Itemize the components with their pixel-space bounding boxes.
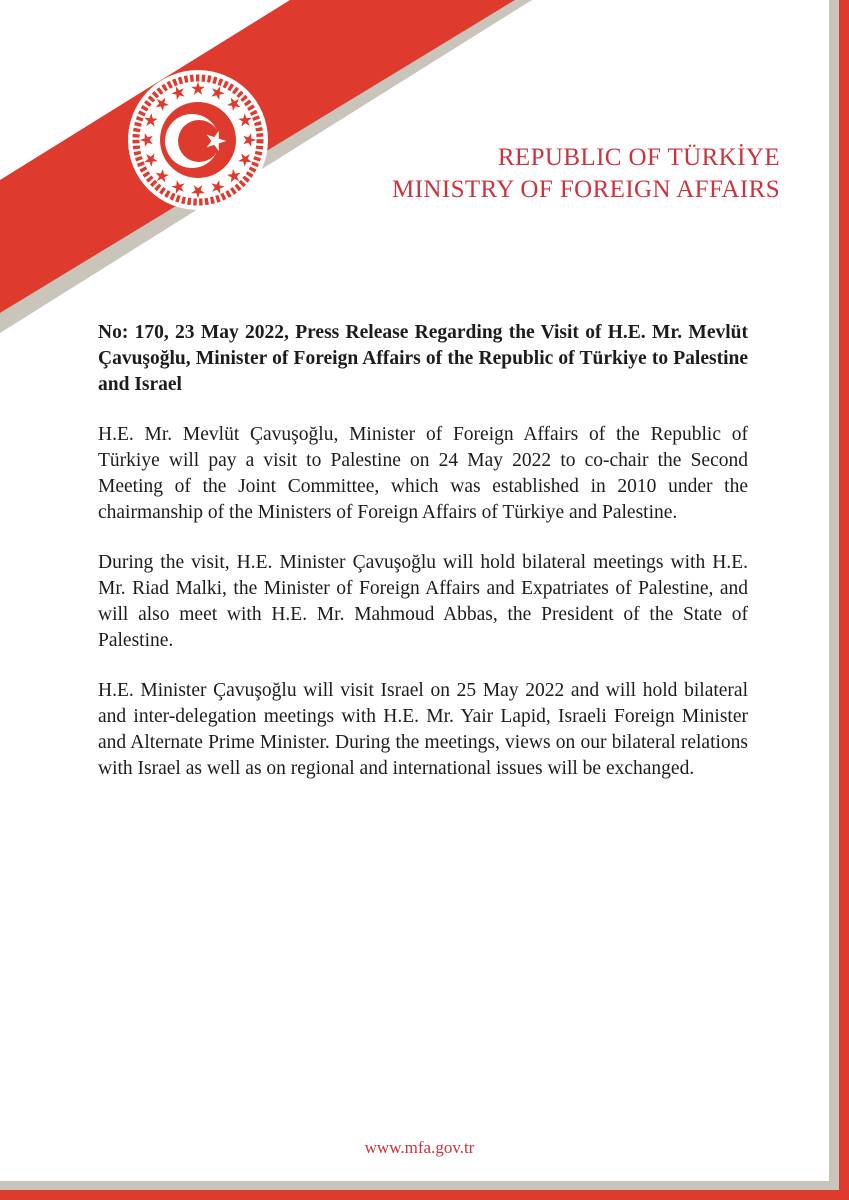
press-release-paragraph-3: H.E. Minister Çavuşoğlu will visit Israel on 25 May 2022 and will hold bilateral and inter-delegation meetings with H.E. Mr. Yair Lapid, Israeli Foreign Minister and Alternate Prime Minister. During the meetings, views on our bilateral relations with Israel as well as on regional and international issues will be exchanged.: [98, 680, 748, 779]
right-border-gray-strip: [829, 0, 839, 1190]
footer-website-link[interactable]: www.mfa.gov.tr: [364, 1138, 475, 1157]
press-release-paragraph-1: H.E. Mr. Mevlüt Çavuşoğlu, Minister of Foreign Affairs of the Republic of Türkiye will pay a visit to Palestine on 24 May 2022 to co-chair the Second Meeting of the Joint Committee, which was established in 2010 under the chairmanship of the Ministers of Foreign Affairs of Türkiye and Palestine.: [98, 424, 748, 523]
press-release-paragraph-2: During the visit, H.E. Minister Çavuşoğlu will hold bilateral meetings with H.E. Mr. Riad Malki, the Minister of Foreign Affairs and Expatriates of Palestine, and will also meet with H.E. Mr. Mahmoud Abbas, the President of the State of Palestine.: [98, 552, 748, 651]
press-release-title: No: 170, 23 May 2022, Press Release Regarding the Visit of H.E. Mr. Mevlüt Çavuşoğlu, Minister of Foreign Affairs of the Republic of Türkiye to Palestine and Israel: [98, 322, 748, 395]
document-body: [98, 320, 748, 806]
ministry-header: [392, 142, 780, 206]
mfa-seal-icon: [128, 70, 268, 210]
bottom-border-red-strip: [0, 1190, 849, 1200]
header-line-country: REPUBLIC OF TÜRKİYE: [497, 144, 780, 171]
right-border-red-strip: [839, 0, 849, 1200]
header-line-ministry: MINISTRY OF FOREIGN AFFAIRS: [392, 176, 780, 203]
bottom-border-gray-strip: [0, 1181, 839, 1190]
